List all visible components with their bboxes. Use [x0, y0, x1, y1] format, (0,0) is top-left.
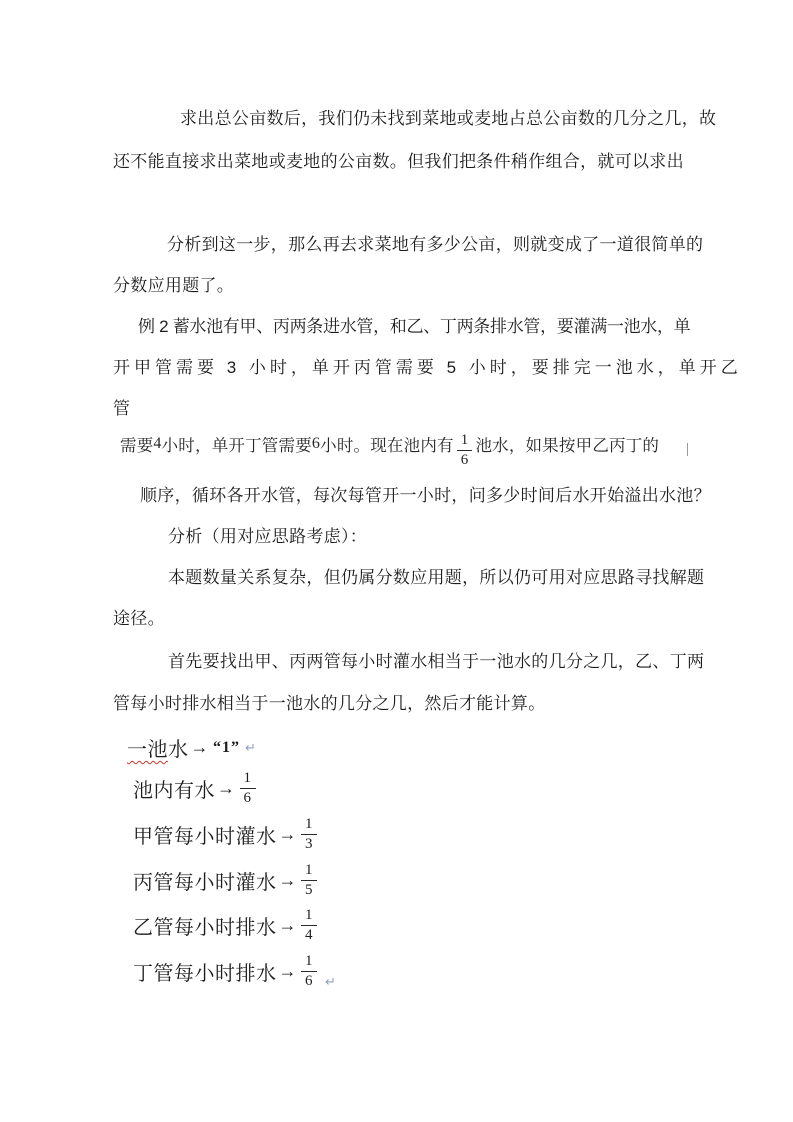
- fraction-denominator: 6: [301, 971, 317, 989]
- eq-number-4: 4: [153, 435, 162, 452]
- analysis-line2: 途径。: [113, 609, 165, 628]
- eq-number-6: 6: [311, 435, 321, 452]
- analysis-line3: 首先要找出甲、丙两管每小时灌水相当于一池水的几分之几，乙、丁两: [168, 652, 705, 671]
- arrow-icon: →: [278, 823, 297, 844]
- eq-text-2: 小时，单开丁管需要: [161, 437, 312, 455]
- fraction-one-quarter: [301, 908, 317, 943]
- fraction-one-third: [301, 817, 317, 852]
- arrow-icon: →: [217, 777, 236, 798]
- mapping-label: 池内有水: [133, 779, 215, 802]
- arrow-icon: →: [190, 737, 209, 757]
- analysis-line1: 本题数量关系复杂，但仍属分数应用题，所以仍可用对应思路寻找解题: [168, 568, 705, 587]
- analysis-line4: 管每小时排水相当于一池水的几分之几，然后才能计算。: [113, 694, 546, 713]
- paragraph1-line1: 求出总公亩数后，我们仍未找到菜地或麦地占总公亩数的几分之几，故: [180, 109, 717, 128]
- fraction-numerator: 1: [305, 906, 313, 923]
- eq-text-3: 小时。现在池内有: [320, 437, 454, 455]
- example-equation-line: [120, 424, 660, 468]
- fraction-numerator: 1: [460, 432, 469, 448]
- return-mark-icon: ↵: [325, 974, 337, 989]
- example-line1: 例 2 蓄水池有甲、丙两条进水管，和乙、丁两条排水管，要灌满一池水，单: [138, 317, 691, 336]
- example-line2: 开甲管需要 3 小时，单开丙管需要 5 小时，要排完一池水，单开乙: [113, 358, 742, 377]
- fraction-denominator: 4: [301, 925, 317, 943]
- mapping-label: 甲管每小时灌水: [133, 825, 277, 848]
- example-line5: 顺序，循环各开水管，每次每管开一小时，问多少时间后水开始溢出水池？: [140, 486, 711, 505]
- fraction-numerator: 1: [305, 815, 313, 832]
- arrow-icon: →: [278, 914, 297, 935]
- eq-text-1: 需要: [120, 437, 154, 455]
- fraction-numerator: 1: [243, 769, 252, 786]
- mapping-row-pipe-ding: [133, 948, 336, 994]
- paragraph1-line2: 还不能直接求出菜地或麦地的公亩数。但我们把条件稍作组合，就可以求出: [113, 152, 684, 171]
- fraction-one-sixth: [301, 954, 317, 989]
- text-cursor: [687, 443, 688, 456]
- fraction-one-sixth: [240, 771, 256, 806]
- mapping-value-one: “1”: [213, 738, 240, 756]
- fraction-denominator: 5: [301, 880, 317, 898]
- fraction-denominator: 6: [240, 788, 256, 806]
- return-mark-icon: ↵: [245, 739, 257, 755]
- arrow-icon: →: [278, 960, 297, 981]
- analysis-heading: 分析（用对应思路考虑）：: [168, 527, 368, 546]
- paragraph2-line2: 分数应用题了。: [113, 276, 235, 295]
- mapping-label: 丙管每小时灌水: [133, 871, 277, 894]
- fraction-numerator: 1: [305, 952, 313, 969]
- fraction-one-sixth-clipped: [454, 430, 476, 468]
- mapping-row-water-in-pool: [133, 765, 259, 811]
- fraction-numerator: 1: [305, 861, 313, 878]
- mapping-label: 丁管每小时排水: [133, 962, 277, 985]
- mapping-row-whole-pool: [127, 733, 256, 762]
- arrow-icon: →: [278, 869, 297, 890]
- fraction-one-fifth: [301, 863, 317, 898]
- mapping-label-rest: 水: [168, 739, 189, 761]
- fraction-denominator: 3: [301, 834, 317, 852]
- paragraph2-line1: 分析到这一步，那么再去求菜地有多少公亩，则就变成了一道很简单的: [167, 235, 704, 254]
- eq-text-4: 池水，如果按甲乙丙丁的: [475, 437, 660, 455]
- mapping-label-underlined: 一池: [127, 739, 168, 761]
- example-line3: 管: [113, 399, 131, 418]
- mapping-row-pipe-yi: [133, 902, 320, 948]
- mapping-row-pipe-bing: [133, 857, 320, 903]
- mapping-row-pipe-jia: [133, 811, 320, 857]
- mapping-label: 乙管每小时排水: [133, 916, 277, 939]
- fraction-denominator: 6: [457, 450, 473, 468]
